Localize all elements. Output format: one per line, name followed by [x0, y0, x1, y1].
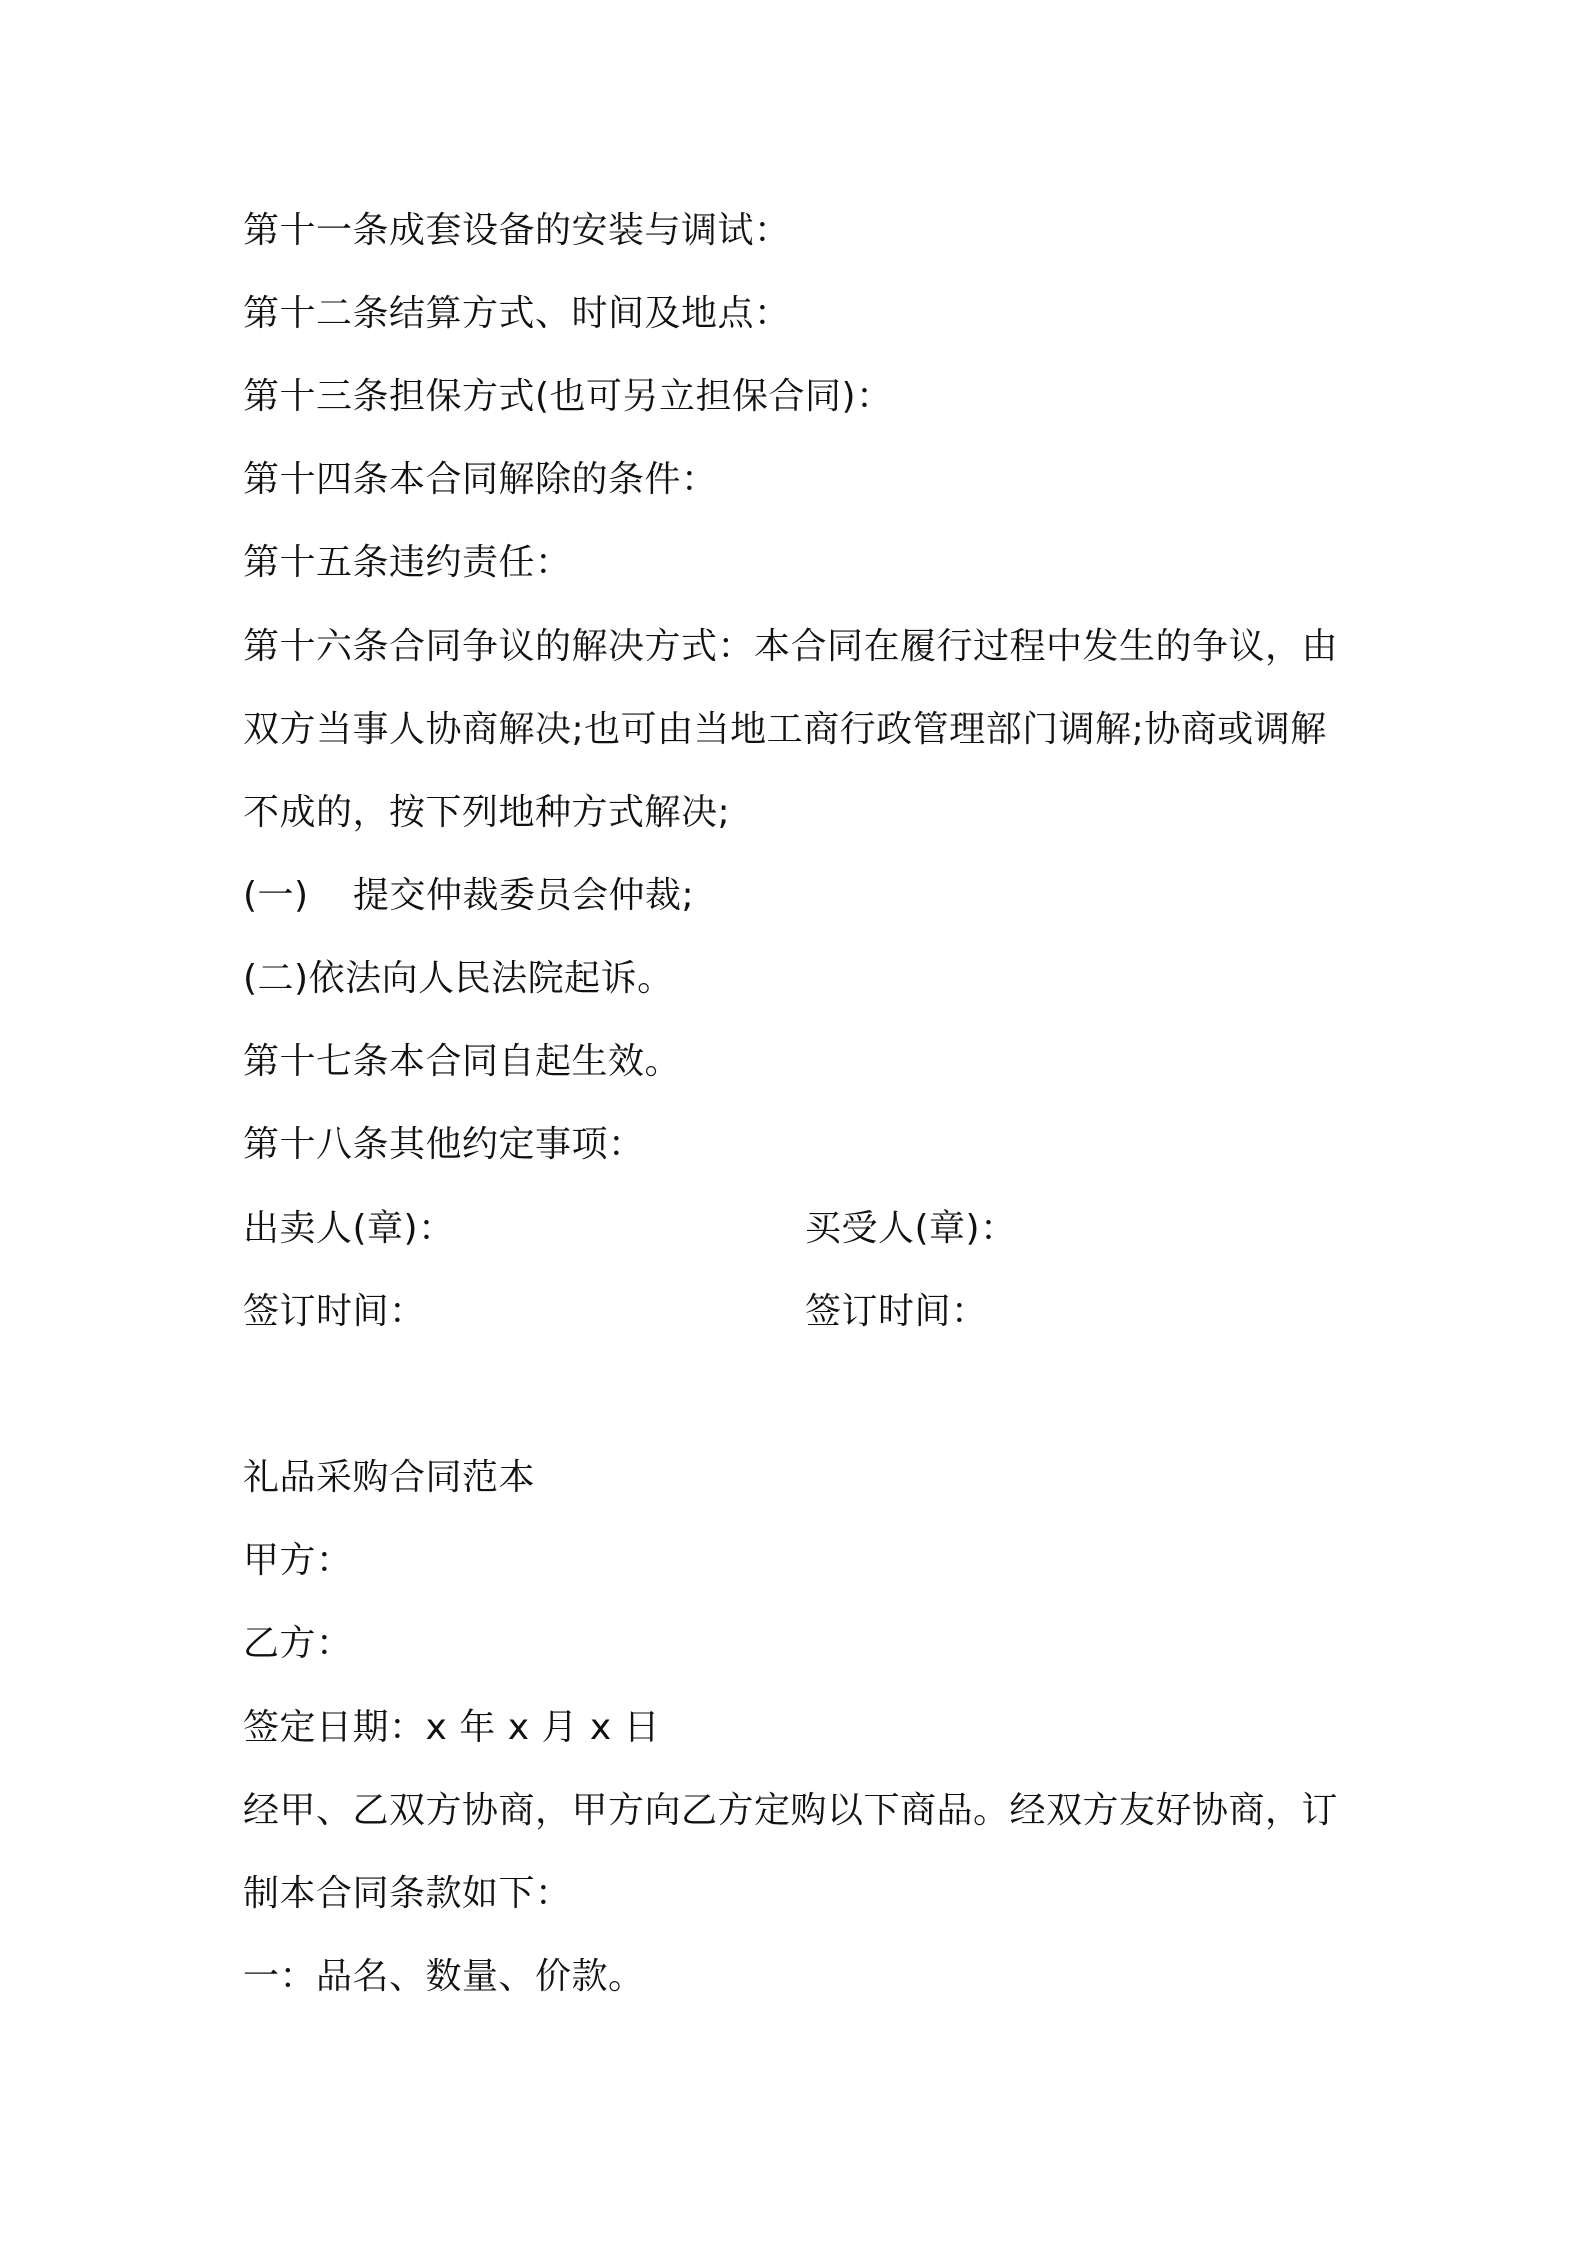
- clause-17: 第十七条本合同自起生效。: [243, 1041, 682, 1082]
- seller-seal-label: 出卖人(章)：: [243, 1208, 455, 1249]
- clause-14: 第十四条本合同解除的条件：: [243, 459, 718, 500]
- option-1-marker: (一): [243, 875, 309, 916]
- seller-date-label: 签订时间：: [243, 1291, 426, 1332]
- clause-18: 第十八条其他约定事项：: [243, 1124, 645, 1165]
- clause-16-line-3: 不成的，按下列地种方式解决;: [243, 792, 731, 833]
- clause-11: 第十一条成套设备的安装与调试：: [243, 210, 791, 251]
- clause-16-line-1: 第十六条合同争议的解决方式：本合同在履行过程中发生的争议，由: [243, 626, 1339, 667]
- party-a-label: 甲方：: [243, 1540, 353, 1581]
- clause-15: 第十五条违约责任：: [243, 542, 572, 583]
- option-1-text: 提交仲裁委员会仲裁;: [353, 875, 695, 916]
- second-contract-title: 礼品采购合同范本: [243, 1457, 536, 1498]
- intro-line-1: 经甲、乙双方协商，甲方向乙方定购以下商品。经双方友好协商，订: [243, 1790, 1339, 1831]
- option-1: [243, 872, 694, 920]
- clause-12: 第十二条结算方式、时间及地点：: [243, 293, 791, 334]
- party-b-label: 乙方：: [243, 1623, 353, 1664]
- intro-line-2: 制本合同条款如下：: [243, 1873, 572, 1914]
- buyer-date-label: 签订时间：: [805, 1291, 988, 1332]
- clause-13: 第十三条担保方式(也可另立担保合同)：: [243, 376, 893, 417]
- clause-16-line-2: 双方当事人协商解决;也可由当地工商行政管理部门调解;协商或调解: [243, 709, 1327, 750]
- item-1-heading: 一：品名、数量、价款。: [243, 1956, 645, 1997]
- sign-date-line: 签定日期：x 年 x 月 x 日: [243, 1707, 661, 1748]
- buyer-seal-label: 买受人(章)：: [805, 1208, 1017, 1249]
- option-2: (二)依法向人民法院起诉。: [243, 958, 674, 999]
